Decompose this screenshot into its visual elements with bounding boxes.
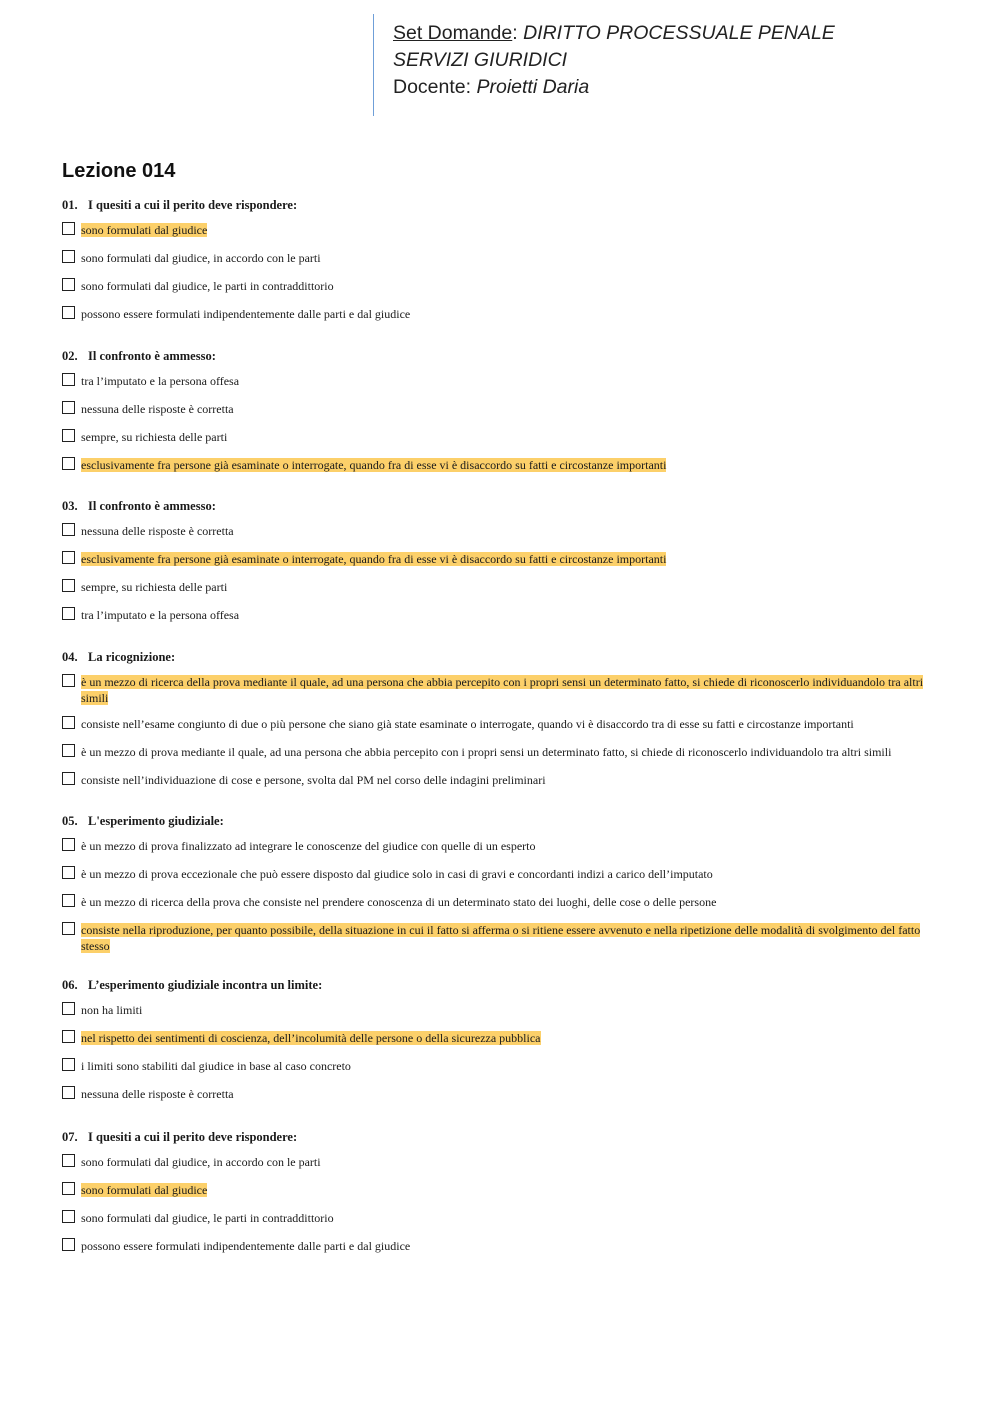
answer-option[interactable] <box>62 922 942 954</box>
answer-text <box>62 1182 942 1198</box>
answer-option[interactable] <box>62 894 942 912</box>
question-text: L'esperimento giudiziale: <box>88 814 224 828</box>
answer-label: i limiti sono stabiliti dal giudice in base al caso concreto <box>81 1059 351 1073</box>
answer-text <box>62 523 942 539</box>
question-text: I quesiti a cui il perito deve rispondere: <box>88 1130 298 1144</box>
question-block <box>62 497 942 625</box>
question-number: 02. <box>62 349 78 363</box>
answer-option[interactable] <box>62 838 942 856</box>
answer-option[interactable] <box>62 457 942 475</box>
teacher-label: Docente: <box>393 76 472 98</box>
answer-text <box>62 306 942 322</box>
checkbox[interactable] <box>62 523 75 536</box>
question-number: 04. <box>62 650 78 664</box>
answer-label: è un mezzo di prova mediante il quale, ad una persona che abbia percepito con i propri sensi un determinato fatto, si chiede di riconoscerlo individuandolo tra altri simili <box>81 745 892 759</box>
answer-text <box>62 744 942 760</box>
question-title <box>62 497 942 515</box>
correct-answer-highlight: è un mezzo di ricerca della prova mediante il quale, ad una persona che abbia percepito con i propri sensi un determinato fatto, si chiede di riconoscerlo individuandolo tra altri simili <box>81 675 924 705</box>
answer-text <box>62 1238 942 1254</box>
answer-label: sempre, su richiesta delle parti <box>81 430 228 444</box>
answer-option[interactable] <box>62 1182 942 1200</box>
correct-answer-highlight: esclusivamente fra persone già esaminate o interrogate, quando fra di esse vi è disaccordo su fatti e circostanze importanti <box>81 552 667 566</box>
question-block <box>62 976 942 1104</box>
subject-course: SERVIZI GIURIDICI <box>393 49 568 71</box>
answer-option[interactable] <box>62 772 942 790</box>
subject-line: Set Domande: DIRITTO PROCESSUALE PENALE <box>393 22 835 44</box>
checkbox[interactable] <box>62 1086 75 1099</box>
answer-option[interactable] <box>62 1210 942 1228</box>
checkbox[interactable] <box>62 429 75 442</box>
question-number: 06. <box>62 978 78 992</box>
question-block <box>62 347 942 475</box>
answer-label: è un mezzo di prova finalizzato ad integrare le conoscenze del giudice con quelle di un esperto <box>81 839 536 853</box>
correct-answer-highlight: consiste nella riproduzione, per quanto possibile, della situazione in cui il fatto si afferma o si ritiene essere avvenuto e nella ripetizione delle modalità di svolgimento del fatto stesso <box>81 923 921 953</box>
answer-text <box>62 607 942 623</box>
answer-option[interactable] <box>62 1154 942 1172</box>
answer-option[interactable] <box>62 607 942 625</box>
answer-label: non ha limiti <box>81 1003 143 1017</box>
checkbox[interactable] <box>62 373 75 386</box>
answer-text <box>62 1086 942 1102</box>
answer-option[interactable] <box>62 401 942 419</box>
answer-label: sono formulati dal giudice, in accordo con le parti <box>81 251 321 265</box>
checkbox[interactable] <box>62 1238 75 1251</box>
teacher-name: Proietti Daria <box>476 76 590 98</box>
answer-option[interactable] <box>62 744 942 762</box>
question-title <box>62 812 942 830</box>
answer-text <box>62 1058 942 1074</box>
subject-name: DIRITTO PROCESSUALE PENALE <box>523 22 835 44</box>
checkbox[interactable] <box>62 579 75 592</box>
answer-option[interactable] <box>62 429 942 447</box>
answer-label: possono essere formulati indipendentemente dalle parti e dal giudice <box>81 307 411 321</box>
checkbox[interactable] <box>62 1210 75 1223</box>
checkbox[interactable] <box>62 894 75 907</box>
set-label: Set Domande <box>393 22 513 44</box>
question-title <box>62 976 942 994</box>
answer-text <box>62 250 942 266</box>
answer-text <box>62 1030 942 1046</box>
answer-text <box>62 579 942 595</box>
question-block <box>62 812 942 954</box>
answer-label: consiste nell’esame congiunto di due o più persone che siano già state esaminate o interrogate, quando vi è disaccordo tra di esse su fatti e circostanze importanti <box>81 717 854 731</box>
checkbox[interactable] <box>62 1030 75 1043</box>
answer-text <box>62 1002 942 1018</box>
teacher-line <box>393 74 835 101</box>
answer-label: possono essere formulati indipendentemente dalle parti e dal giudice <box>81 1239 411 1253</box>
answer-option[interactable] <box>62 579 942 597</box>
answer-option[interactable] <box>62 551 942 569</box>
answer-label: nessuna delle risposte è corretta <box>81 1087 234 1101</box>
answer-text <box>62 429 942 445</box>
answer-text <box>62 866 942 882</box>
answer-option[interactable] <box>62 1030 942 1048</box>
answer-text <box>62 222 942 238</box>
checkbox[interactable] <box>62 222 75 235</box>
answer-text <box>62 922 942 954</box>
answer-text <box>62 894 942 910</box>
answer-text <box>62 551 942 567</box>
checkbox[interactable] <box>62 607 75 620</box>
question-number: 07. <box>62 1130 78 1144</box>
question-title <box>62 347 942 365</box>
checkbox[interactable] <box>62 278 75 291</box>
correct-answer-highlight: nel rispetto dei sentimenti di coscienza, dell’incolumità delle persone o della sicurezza pubblica <box>81 1031 541 1045</box>
answer-option[interactable] <box>62 523 942 541</box>
answer-option[interactable] <box>62 1002 942 1020</box>
correct-answer-highlight: sono formulati dal giudice <box>81 1183 208 1197</box>
checkbox[interactable] <box>62 1182 75 1195</box>
answer-label: sempre, su richiesta delle parti <box>81 580 228 594</box>
question-text: La ricognizione: <box>88 650 176 664</box>
answer-option[interactable] <box>62 1058 942 1076</box>
correct-answer-highlight: sono formulati dal giudice <box>81 223 208 237</box>
answer-option[interactable] <box>62 306 942 324</box>
checkbox[interactable] <box>62 306 75 319</box>
answer-option[interactable] <box>62 1086 942 1104</box>
answer-option[interactable] <box>62 866 942 884</box>
answer-label: consiste nell’individuazione di cose e persone, svolta dal PM nel corso delle indagini preliminari <box>81 773 546 787</box>
correct-answer-highlight: esclusivamente fra persone già esaminate o interrogate, quando fra di esse vi è disaccordo su fatti e circostanze importanti <box>81 458 667 472</box>
answer-option[interactable] <box>62 674 942 706</box>
answer-label: è un mezzo di prova eccezionale che può essere disposto dal giudice solo in casi di gravi e concordanti indizi a carico dell’imputato <box>81 867 713 881</box>
question-number: 05. <box>62 814 78 828</box>
answer-option[interactable] <box>62 373 942 391</box>
lesson-title: Lezione 014 <box>62 160 176 182</box>
checkbox[interactable] <box>62 772 75 785</box>
answer-text <box>62 838 942 854</box>
answer-label: sono formulati dal giudice, le parti in contraddittorio <box>81 1211 334 1225</box>
answer-label: sono formulati dal giudice, in accordo con le parti <box>81 1155 321 1169</box>
checkbox[interactable] <box>62 250 75 263</box>
answer-text <box>62 674 942 706</box>
question-text: Il confronto è ammesso: <box>88 499 216 513</box>
question-number: 03. <box>62 499 78 513</box>
question-block <box>62 1128 942 1256</box>
checkbox[interactable] <box>62 674 75 687</box>
answer-label: è un mezzo di ricerca della prova che consiste nel prendere conoscenza di un determinato stato dei luoghi, delle cose o delle persone <box>81 895 717 909</box>
answer-text <box>62 716 942 732</box>
answer-text <box>62 1154 942 1170</box>
answer-label: nessuna delle risposte è corretta <box>81 524 234 538</box>
checkbox[interactable] <box>62 551 75 564</box>
answer-label: nessuna delle risposte è corretta <box>81 402 234 416</box>
checkbox[interactable] <box>62 838 75 851</box>
question-text: L’esperimento giudiziale incontra un limite: <box>88 978 323 992</box>
answer-text <box>62 401 942 417</box>
checkbox[interactable] <box>62 1058 75 1071</box>
answer-text <box>62 373 942 389</box>
answer-option[interactable] <box>62 278 942 296</box>
checkbox[interactable] <box>62 457 75 470</box>
question-title <box>62 196 942 214</box>
checkbox[interactable] <box>62 401 75 414</box>
question-title <box>62 1128 942 1146</box>
checkbox[interactable] <box>62 744 75 757</box>
answer-text <box>62 278 942 294</box>
answer-text <box>62 1210 942 1226</box>
question-title <box>62 648 942 666</box>
checkbox[interactable] <box>62 922 75 935</box>
question-block <box>62 196 942 324</box>
question-number: 01. <box>62 198 78 212</box>
answer-label: tra l’imputato e la persona offesa <box>81 374 240 388</box>
checkbox[interactable] <box>62 866 75 879</box>
question-block <box>62 648 942 790</box>
answer-option[interactable] <box>62 716 942 734</box>
checkbox[interactable] <box>62 1154 75 1167</box>
answer-option[interactable] <box>62 250 942 268</box>
answer-text <box>62 457 942 473</box>
answer-text <box>62 772 942 788</box>
answer-option[interactable] <box>62 222 942 240</box>
question-text: I quesiti a cui il perito deve rispondere: <box>88 198 298 212</box>
answer-label: sono formulati dal giudice, le parti in contraddittorio <box>81 279 334 293</box>
checkbox[interactable] <box>62 1002 75 1015</box>
document-header <box>373 14 835 116</box>
answer-label: tra l’imputato e la persona offesa <box>81 608 240 622</box>
question-text: Il confronto è ammesso: <box>88 349 216 363</box>
checkbox[interactable] <box>62 716 75 729</box>
answer-option[interactable] <box>62 1238 942 1256</box>
